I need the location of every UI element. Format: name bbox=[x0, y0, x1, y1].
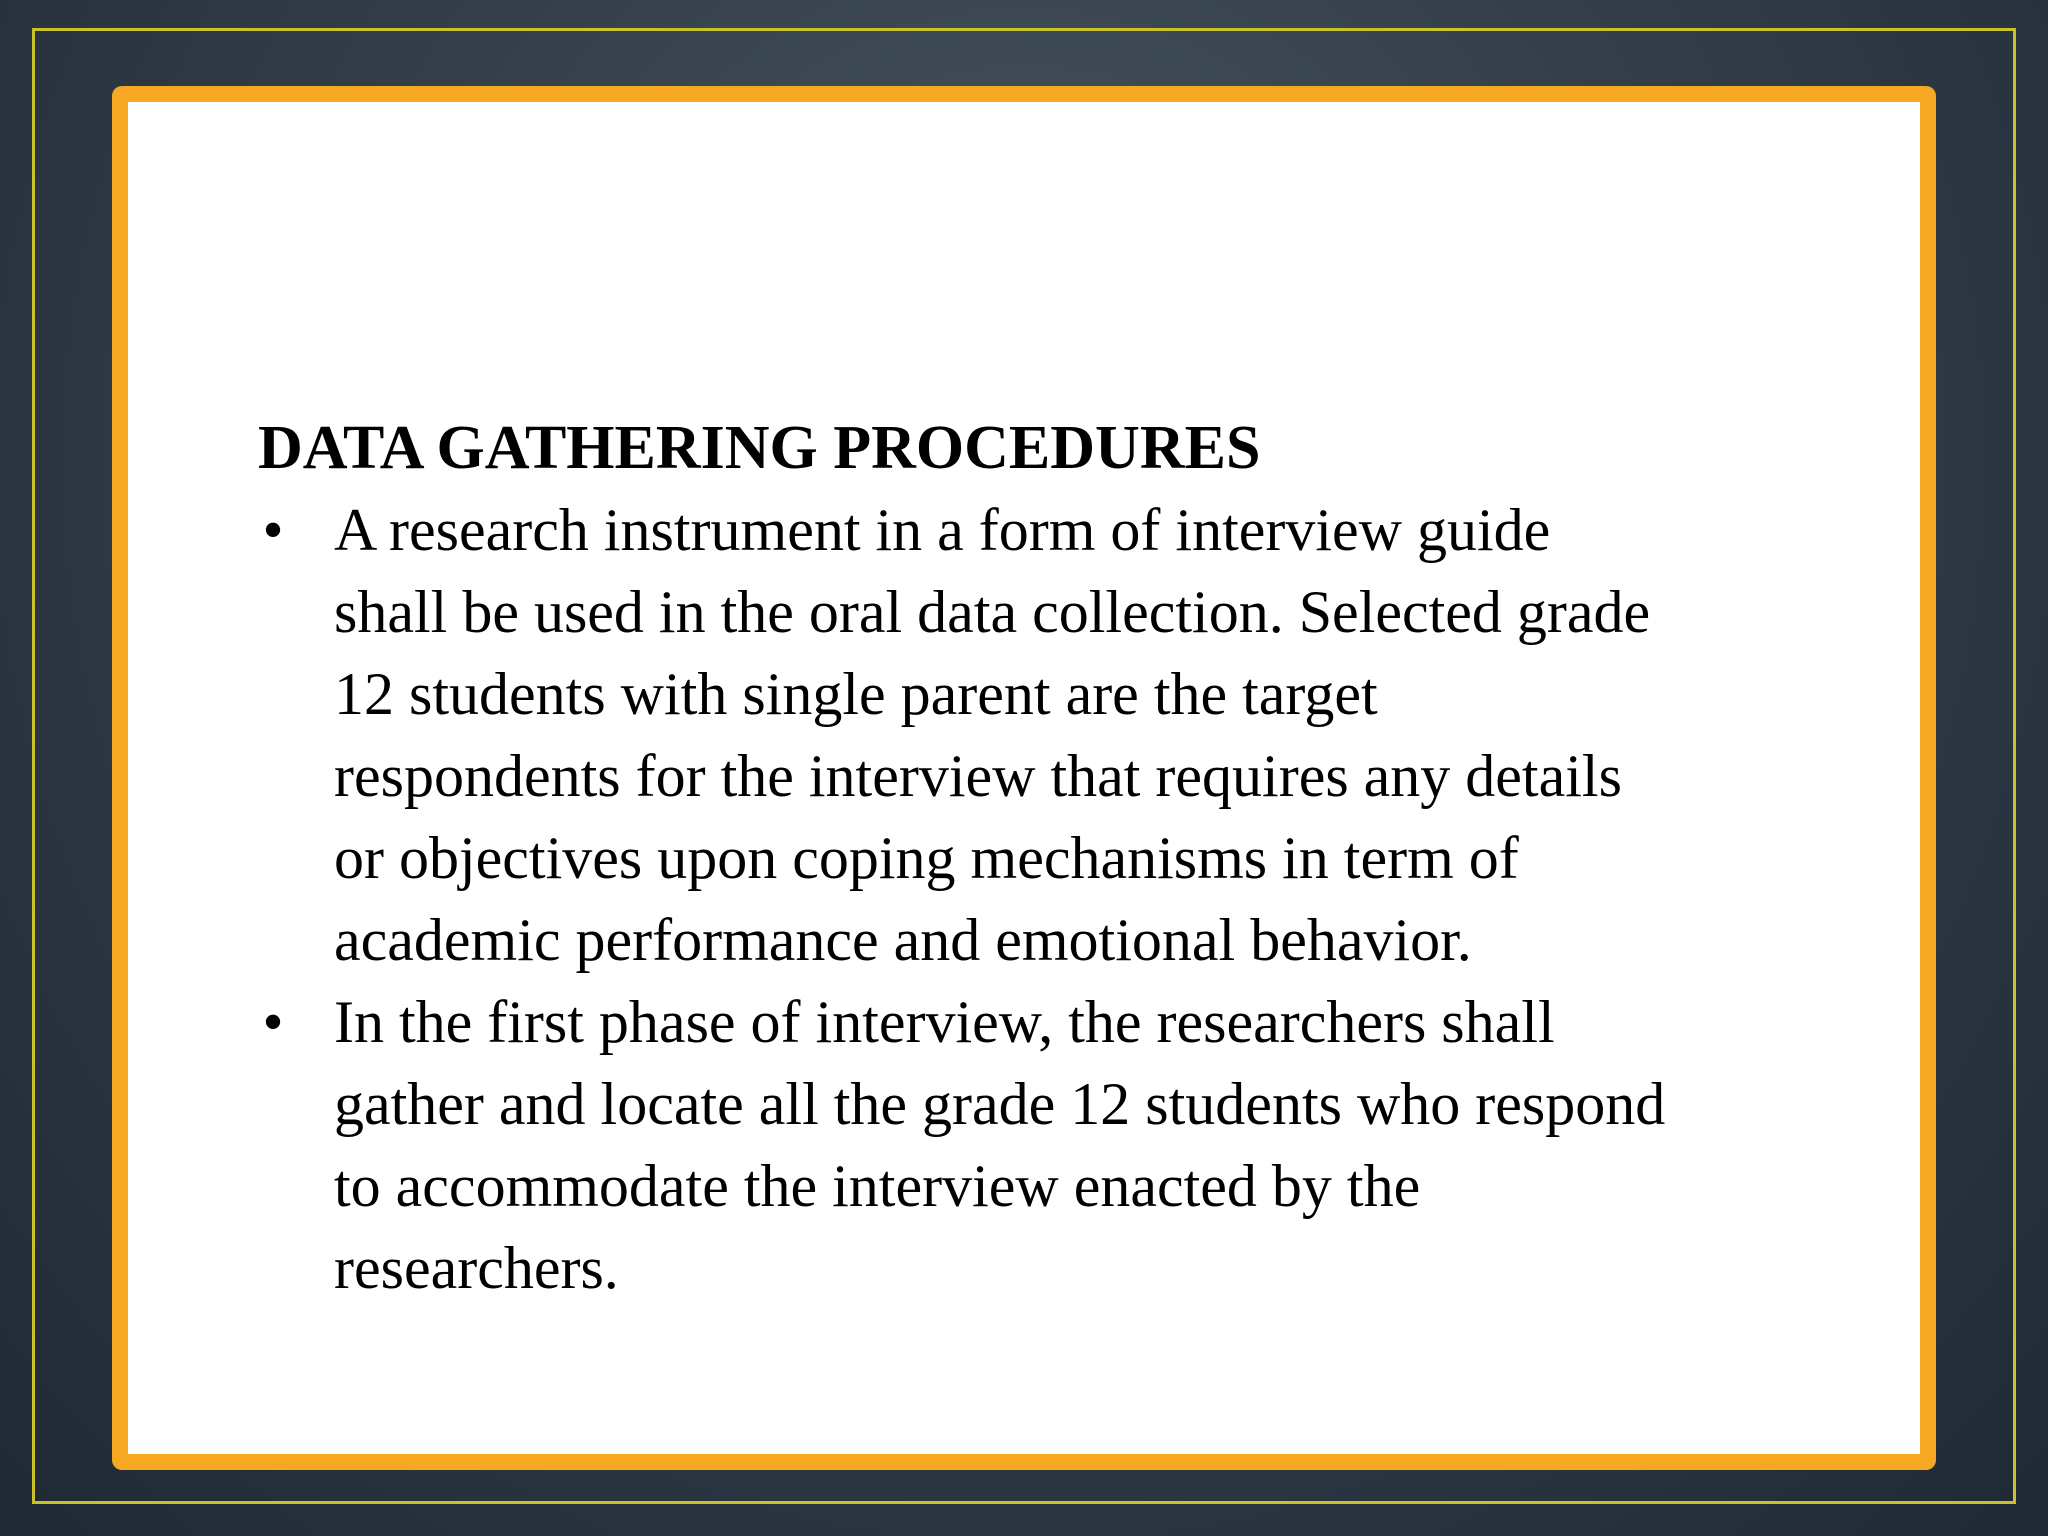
bullet-text-line: shall be used in the oral data collection. Selected grade bbox=[334, 579, 1651, 645]
bullet-text-line: 12 students with single parent are the target bbox=[334, 661, 1378, 727]
bullet-icon: • bbox=[262, 497, 284, 563]
slide-content-box bbox=[112, 86, 1936, 1470]
bullet-item bbox=[258, 489, 1878, 981]
bullet-text-line: academic performance and emotional behavior. bbox=[334, 907, 1472, 973]
bullet-text-line: or objectives upon coping mechanisms in term of bbox=[334, 825, 1519, 891]
bullet-icon: • bbox=[262, 989, 284, 1055]
bullet-list bbox=[258, 489, 1878, 1309]
slide-text-block bbox=[258, 407, 1878, 1309]
bullet-text-line: to accommodate the interview enacted by the bbox=[334, 1153, 1421, 1219]
bullet-text-line: gather and locate all the grade 12 students who respond bbox=[334, 1071, 1666, 1137]
bullet-item bbox=[258, 981, 1878, 1309]
slide-heading: DATA GATHERING PROCEDURES bbox=[258, 414, 1261, 482]
bullet-text-line: respondents for the interview that requires any details bbox=[334, 743, 1622, 809]
bullet-text-line: In the first phase of interview, the researchers shall bbox=[334, 989, 1555, 1055]
bullet-text-line: A research instrument in a form of interview guide bbox=[334, 497, 1551, 563]
bullet-text-line: researchers. bbox=[334, 1235, 619, 1301]
